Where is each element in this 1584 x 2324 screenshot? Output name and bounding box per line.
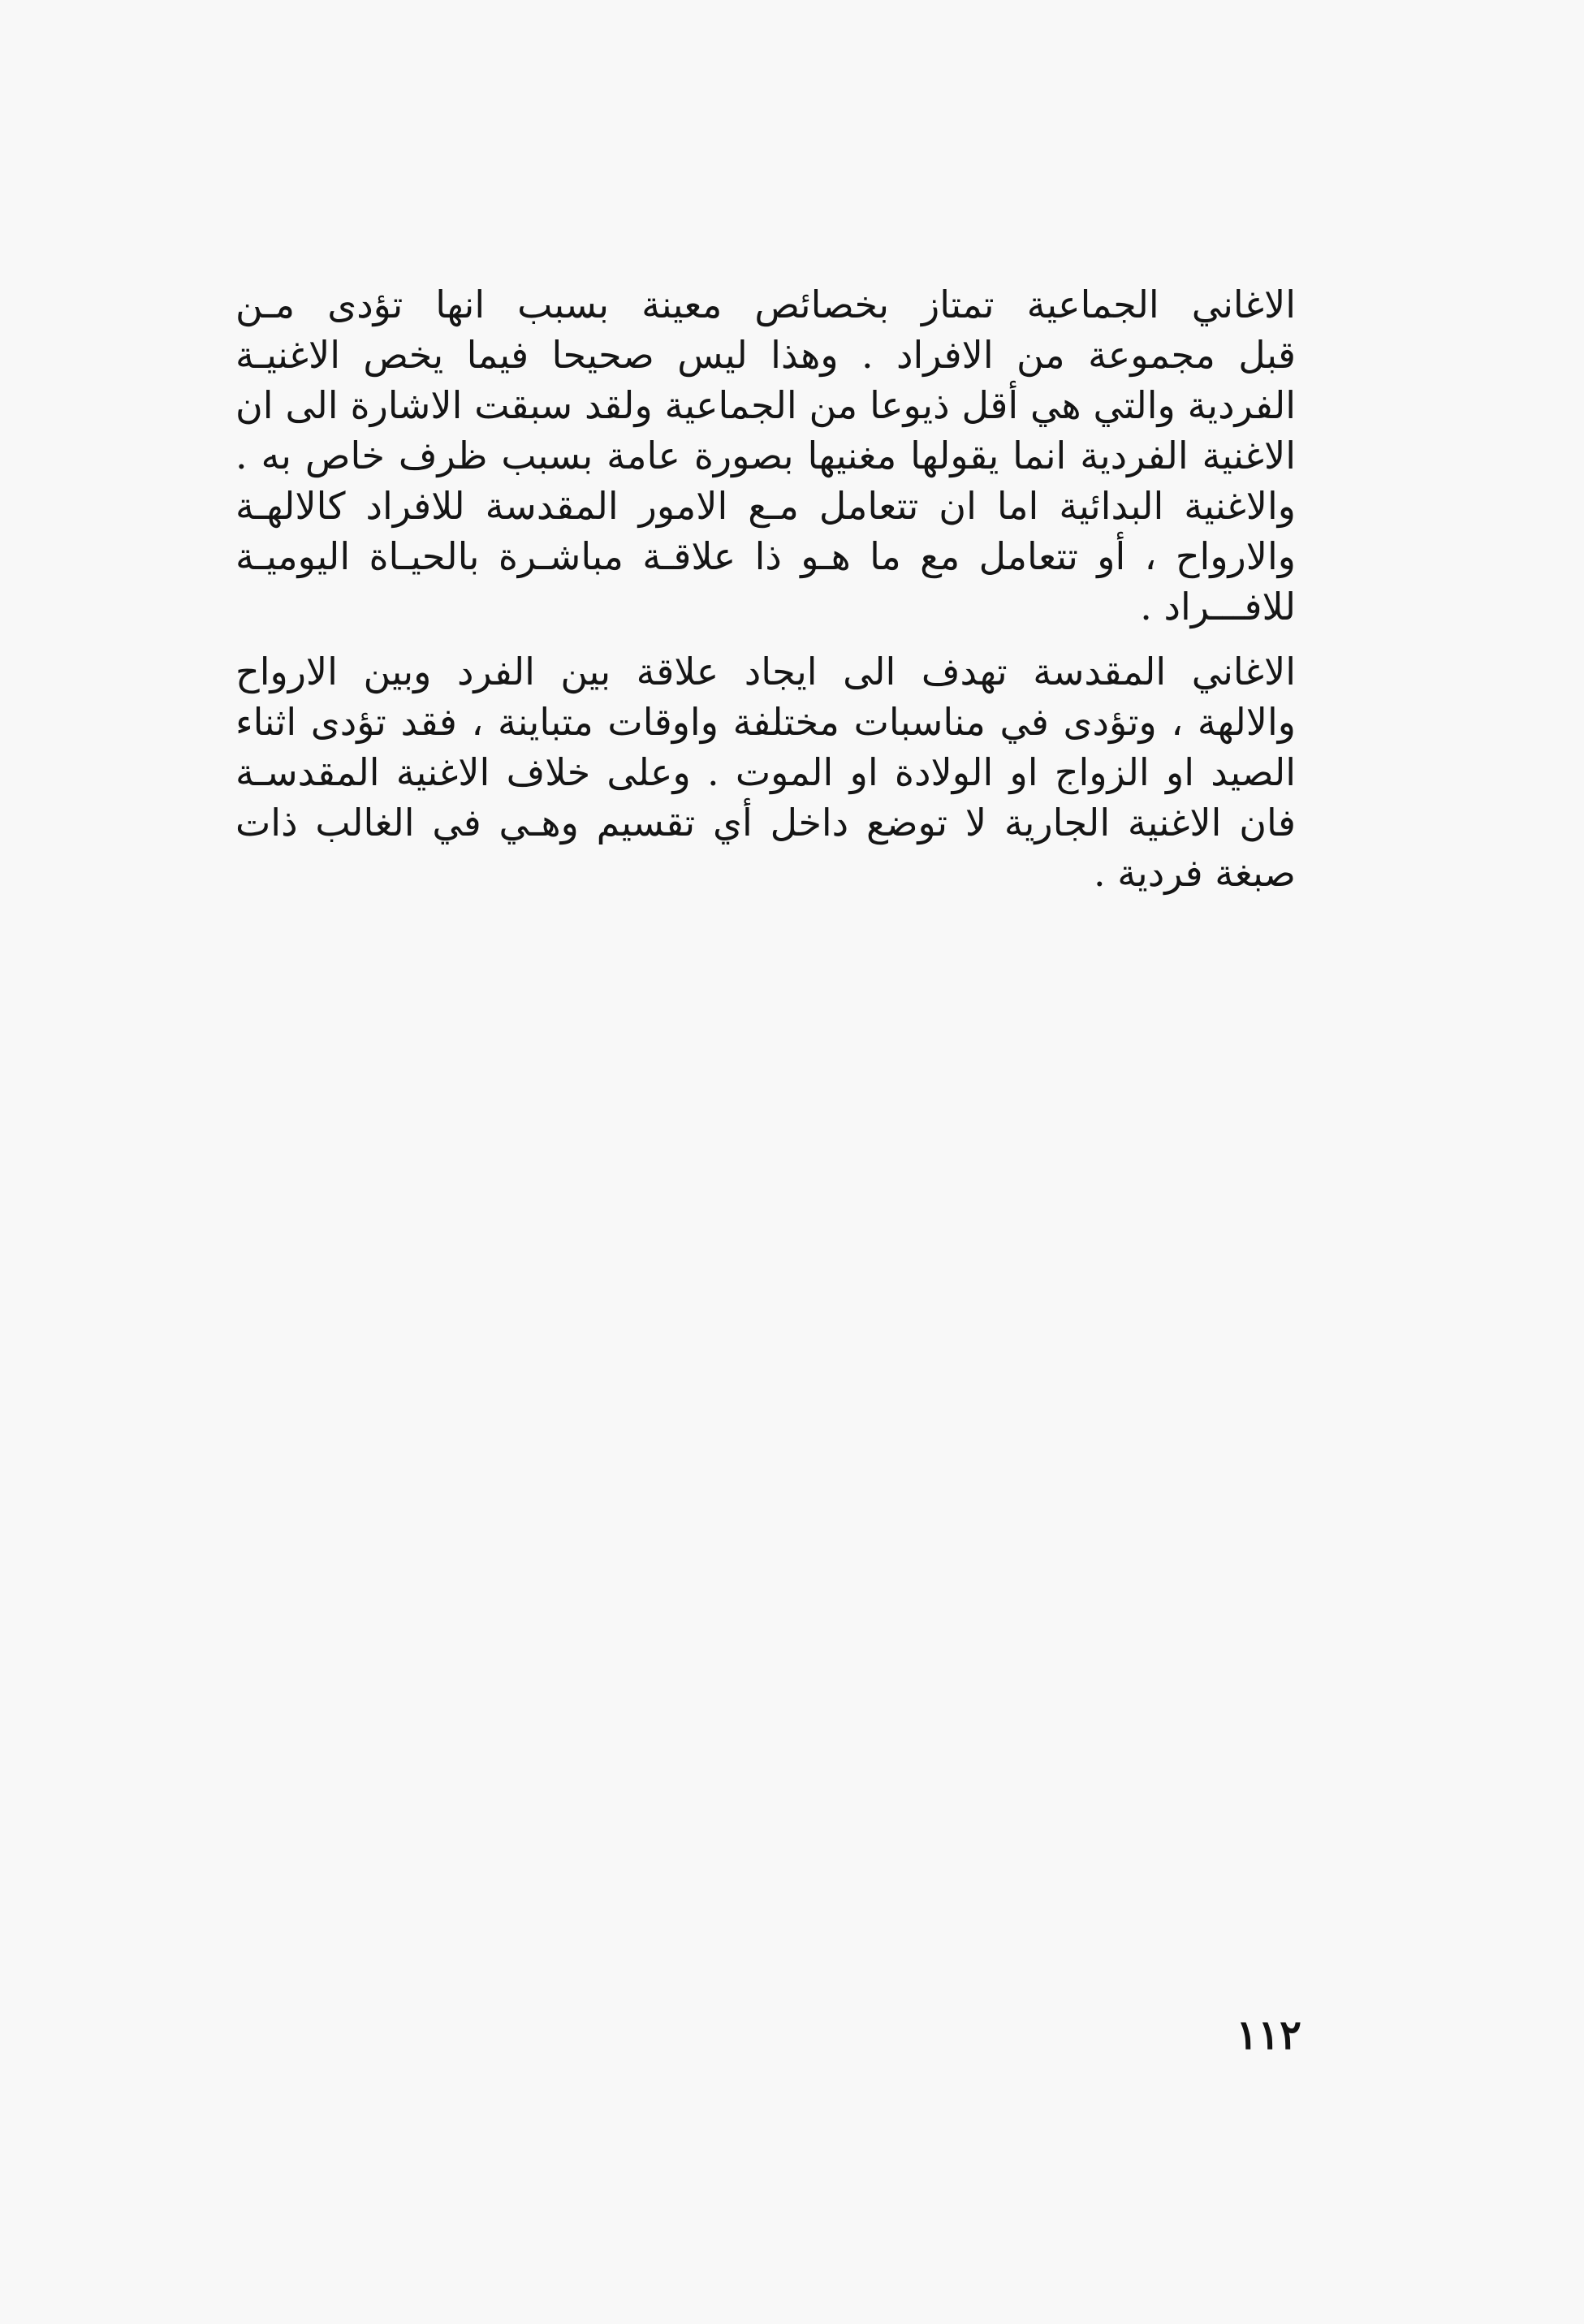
paragraph-line: والارواح ، أو تتعامل مع ما هـو ذا علاقـة مباشـرة بالحيـاة اليوميـة xyxy=(235,534,1296,578)
paragraph-line: صبغة فردية . xyxy=(1094,851,1296,895)
paragraph-1 xyxy=(235,279,1296,632)
paragraph-line: قبل مجموعة من الافراد . وهذا ليس صحيحا فيما يخص الاغنيـة xyxy=(235,333,1296,377)
paragraph-line: والاغنية البدائية اما ان تتعامل مـع الامور المقدسة للافراد كالالهـة xyxy=(235,484,1296,528)
paragraph-line: للافـــراد . xyxy=(1140,585,1296,629)
paragraph-line: الفردية والتي هي أقل ذيوعا من الجماعية ولقد سبقت الاشارة الى ان xyxy=(235,383,1296,427)
paragraph-2 xyxy=(235,646,1296,898)
paragraph-line: الصيد او الزواج او الولادة او الموت . وعلى خلاف الاغنية المقدسـة xyxy=(235,750,1296,794)
paragraph-line: الاغنية الفردية انما يقولها مغنيها بصورة عامة بسبب ظرف خاص به . xyxy=(235,434,1296,477)
paragraph-line: والالهة ، وتؤدى في مناسبات مختلفة واوقات متباينة ، فقد تؤدى اثناء xyxy=(235,700,1296,744)
page-number: ١١٢ xyxy=(1236,2011,1301,2058)
paragraph-line: الاغاني الجماعية تمتاز بخصائص معينة بسبب انها تؤدى مـن xyxy=(235,283,1296,326)
paragraph-line: الاغاني المقدسة تهدف الى ايجاد علاقة بين الفرد وبين الارواح xyxy=(235,650,1296,693)
paragraph-line: فان الاغنية الجارية لا توضع داخل أي تقسيم وهـي في الغالب ذات xyxy=(235,801,1296,845)
